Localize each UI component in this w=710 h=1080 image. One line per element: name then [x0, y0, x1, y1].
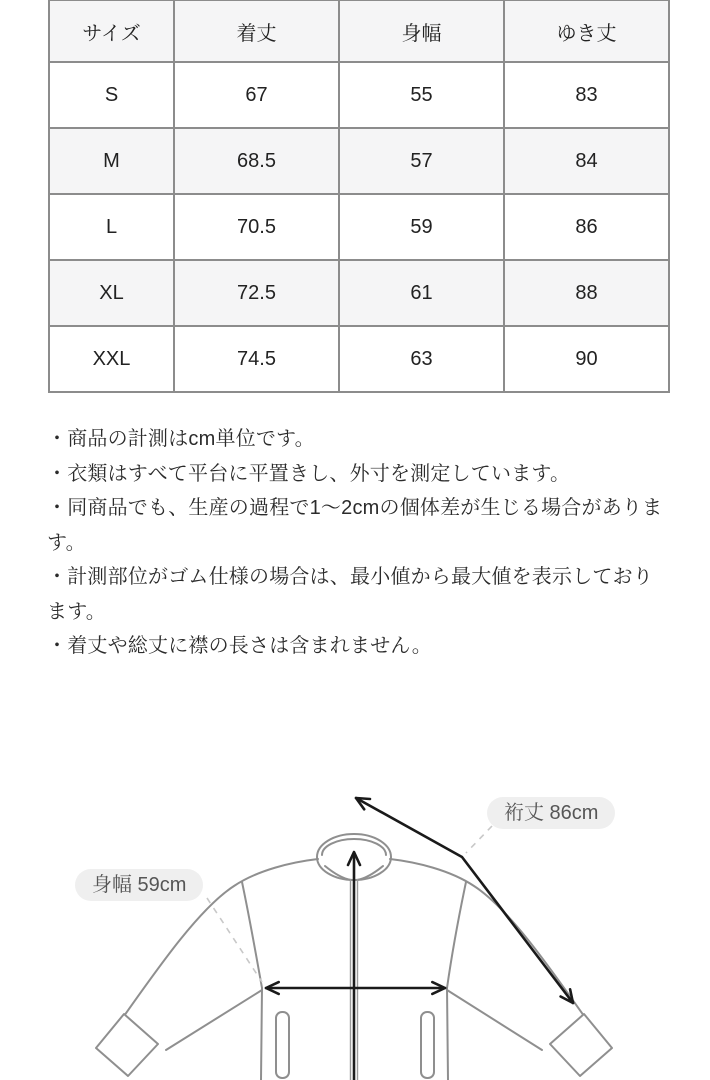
- col-header-length: 着丈: [174, 0, 339, 62]
- cell-size: XXL: [49, 326, 174, 392]
- size-table-header-row: [49, 0, 669, 62]
- cell-length: 72.5: [174, 260, 339, 326]
- cell-width: 59: [339, 194, 504, 260]
- cell-width: 61: [339, 260, 504, 326]
- left-cuff: [96, 1014, 158, 1076]
- note-item: ・商品の計測はcm単位です。: [47, 428, 315, 450]
- cell-size: XL: [49, 260, 174, 326]
- right-cuff: [550, 1014, 612, 1076]
- cell-width: 55: [339, 62, 504, 128]
- cell-length: 68.5: [174, 128, 339, 194]
- right-pocket: [421, 1012, 434, 1078]
- col-header-sleeve: ゆき丈: [504, 0, 669, 62]
- sleeve-length-label: 裄丈 86cm: [487, 797, 615, 829]
- size-table: [48, 0, 670, 393]
- cell-size: M: [49, 128, 174, 194]
- right-sleeve-underside: [447, 990, 542, 1050]
- cell-sleeve: 84: [504, 128, 669, 194]
- right-armhole-seam: [447, 882, 466, 988]
- table-row: [49, 260, 669, 326]
- cell-sleeve: 90: [504, 326, 669, 392]
- left-armhole-seam: [242, 882, 262, 988]
- body-width-arrow: [266, 982, 445, 994]
- left-body-side: [261, 988, 262, 1080]
- table-row: [49, 326, 669, 392]
- body-width-label: 身幅 59cm: [75, 869, 203, 901]
- table-row: [49, 194, 669, 260]
- note-item: ・衣類はすべて平台に平置きし、外寸を測定しています。: [47, 462, 571, 485]
- cell-size: L: [49, 194, 174, 260]
- col-header-width: 身幅: [339, 0, 504, 62]
- cell-width: 57: [339, 128, 504, 194]
- cell-length: 67: [174, 62, 339, 128]
- cell-sleeve: 83: [504, 62, 669, 128]
- cell-size: S: [49, 62, 174, 128]
- table-row: [49, 62, 669, 128]
- cell-width: 63: [339, 326, 504, 392]
- cell-sleeve: 88: [504, 260, 669, 326]
- right-body-side: [447, 988, 448, 1080]
- measurement-notes: [47, 422, 669, 664]
- left-sleeve-underside: [166, 990, 262, 1050]
- note-item: ・着丈や総丈に襟の長さは含まれません。: [47, 635, 432, 657]
- col-header-size: サイズ: [49, 0, 174, 62]
- cell-length: 74.5: [174, 326, 339, 392]
- cell-sleeve: 86: [504, 194, 669, 260]
- cell-length: 70.5: [174, 194, 339, 260]
- left-pocket: [276, 1012, 289, 1078]
- table-row: [49, 128, 669, 194]
- sleeve-length-leader-line: [466, 826, 492, 853]
- right-shoulder-sleeve: [390, 859, 584, 1016]
- note-item: ・同商品でも、生産の過程で1〜2cmの個体差が生じる場合があります。: [47, 497, 663, 554]
- note-item: ・計測部位がゴム仕様の場合は、最小値から最大値を表示しております。: [47, 566, 653, 623]
